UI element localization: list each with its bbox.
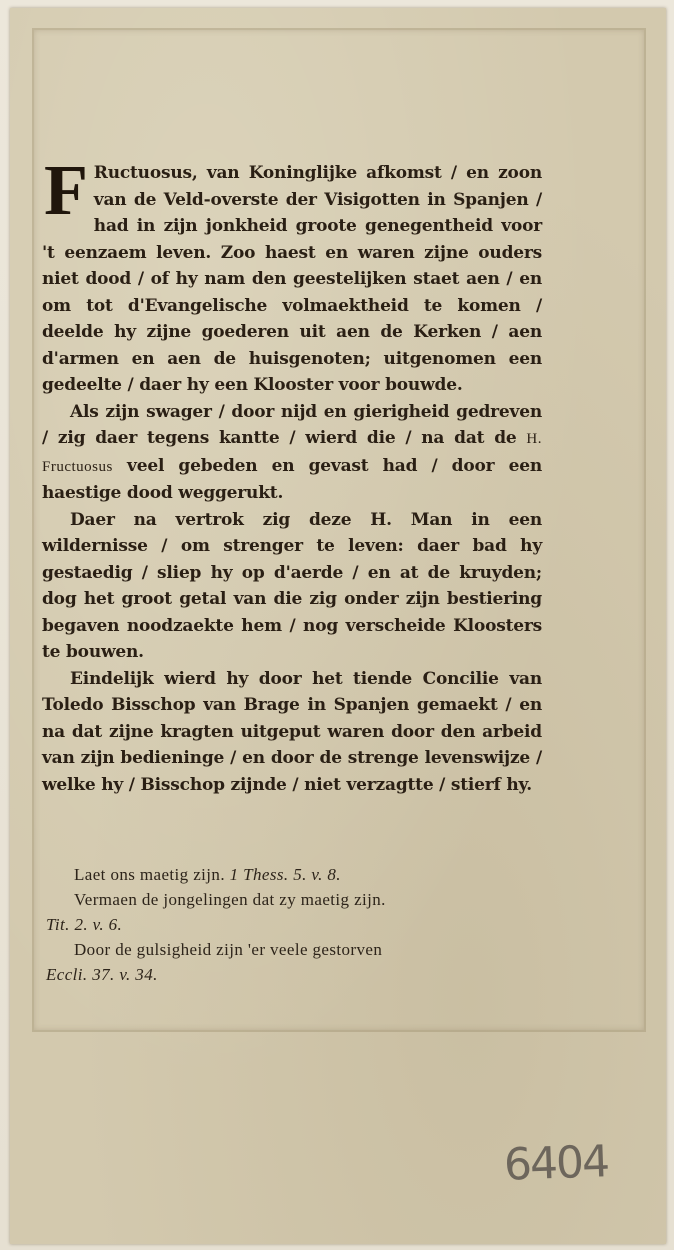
scripture-verses	[46, 862, 514, 987]
main-text	[42, 150, 542, 798]
drop-cap: F	[44, 150, 88, 230]
paragraph-2-text-a: Als zijn swager / door nijd en gierigheid gedreven / zig daer tegens kantte / wierd die / na dat de	[42, 401, 542, 448]
paragraph-3-text: Daer na vertrok zig deze H. Man in een wildernisse / om strenger te leven: daer bad hy gestaedig / sliep hy op d'aerde / en at de kruyden; dog het groot getal van die zig onder zijn bestiering begaven noodzaekte hem / nog verscheide Kloosters te bouwen.	[42, 509, 542, 662]
paragraph-4	[42, 666, 542, 799]
verse-2-reference: Tit. 2. v. 6.	[46, 915, 123, 934]
verse-3-reference: Eccli. 37. v. 34.	[46, 965, 158, 984]
verse-2-ref-line	[46, 912, 514, 937]
saint-name-opening: Ructuosus	[93, 163, 192, 183]
saint-name-inline: H. Fructuosus	[42, 431, 542, 475]
paragraph-2-text-b: veel gebeden en gevast had / door een haestige dood weggerukt.	[42, 455, 542, 503]
paragraph-4-text: Eindelijk wierd hy door het tiende Concilie van Toledo Bisschop van Brage in Spanjen gemaekt / en na dat zijne kragten uitgeput waren door den arbeid van zijn bedieninge / en door de strenge levenswijze / welke hy / Bisschop zijnde / niet verzagtte / stierf hy.	[42, 668, 542, 795]
paragraph-1	[42, 150, 542, 399]
verse-2-text: Vermaen de jongelingen dat zy maetig zijn.	[74, 890, 386, 909]
verse-3-text: Door de gulsigheid zijn 'er veele gestorven	[74, 940, 383, 959]
paragraph-1-text: , van Koninglijke afkomst / en zoon van de Veld-overste der Visigotten in Spanjen / had in zijn jonkheid groote genegentheid voor 't eenzaem leven. Zoo haest en waren zijne ouders niet dood / of hy nam den geestelijken staet aen / en om tot d'Evangelische volmaektheid te komen / deelde hy zijne goederen uit aen de Kerken / aen d'armen en aen de huisgenoten; uitgenomen een gedeelte / daer hy een Klooster voor bouwde.	[42, 163, 542, 395]
verse-3-ref-line	[46, 962, 514, 987]
verse-2	[74, 887, 514, 912]
verse-1-reference: 1 Thess. 5. v. 8.	[229, 865, 341, 884]
paragraph-2	[42, 399, 542, 507]
handwritten-inventory-number: 6404	[503, 1136, 609, 1191]
verse-1-text: Laet ons maetig zijn.	[74, 865, 225, 884]
verse-3	[74, 937, 514, 962]
verse-1	[74, 862, 514, 887]
paragraph-3	[42, 507, 542, 666]
